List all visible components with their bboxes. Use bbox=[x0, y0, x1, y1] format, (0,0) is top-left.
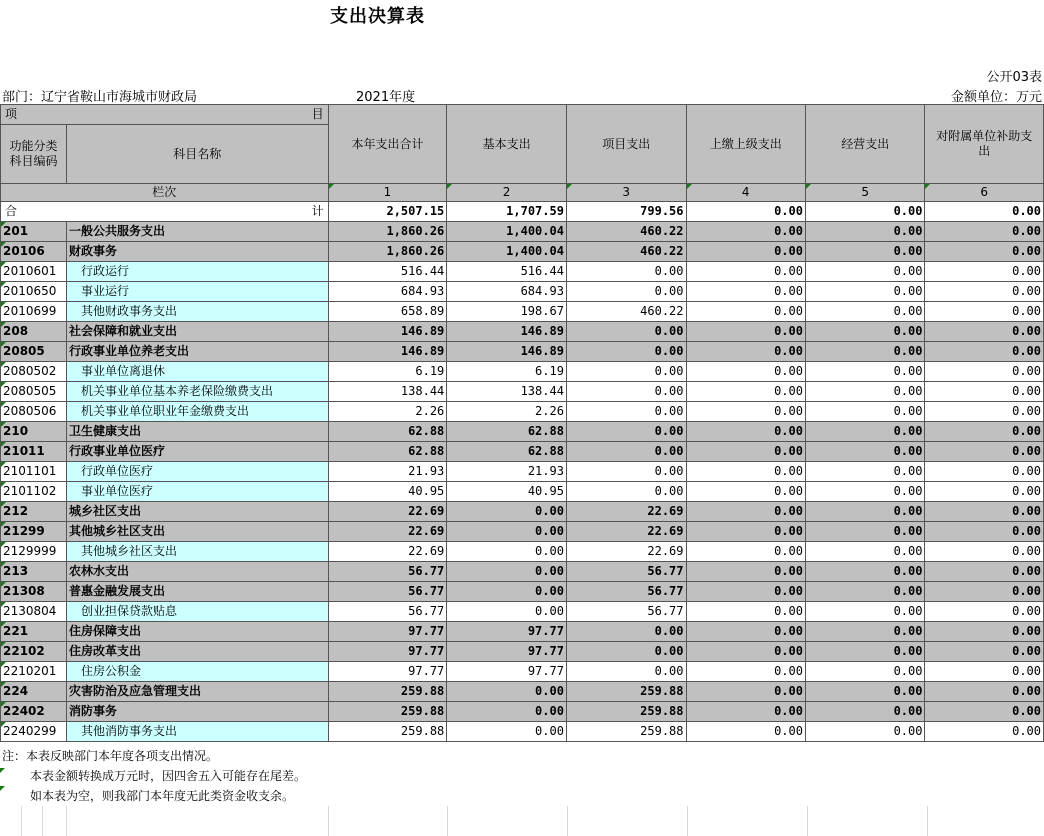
subject-code-cell: 210 bbox=[1, 422, 67, 442]
amount-cell: 0.00 bbox=[805, 542, 924, 562]
amount-cell: 0.00 bbox=[686, 402, 805, 422]
amount-cell: 259.88 bbox=[566, 702, 686, 722]
subject-name-cell: 创业担保贷款贴息 bbox=[66, 602, 328, 622]
amount-cell: 0.00 bbox=[805, 602, 924, 622]
amount-cell: 56.77 bbox=[328, 602, 447, 622]
table-row bbox=[1, 482, 1044, 502]
amount-cell: 0.00 bbox=[686, 702, 805, 722]
table-row bbox=[1, 242, 1044, 262]
amount-cell: 0.00 bbox=[686, 342, 805, 362]
subject-code-cell: 21011 bbox=[1, 442, 67, 462]
row-no-label: 栏次 bbox=[1, 184, 329, 202]
subject-code-cell: 20106 bbox=[1, 242, 67, 262]
amount-cell: 0.00 bbox=[447, 602, 567, 622]
subject-code-cell: 208 bbox=[1, 322, 67, 342]
table-row bbox=[1, 462, 1044, 482]
amount-cell: 460.22 bbox=[566, 302, 686, 322]
col-no-cell: 5 bbox=[805, 184, 924, 202]
amount-cell: 0.00 bbox=[686, 242, 805, 262]
amount-cell: 0.00 bbox=[566, 262, 686, 282]
amount-cell: 0.00 bbox=[686, 602, 805, 622]
amount-cell: 0.00 bbox=[805, 322, 924, 342]
table-row bbox=[1, 702, 1044, 722]
amount-cell: 0.00 bbox=[805, 362, 924, 382]
amount-cell: 21.93 bbox=[447, 462, 567, 482]
code-header: 功能分类科目编码 bbox=[1, 125, 67, 184]
amount-cell: 97.77 bbox=[447, 662, 567, 682]
note-line: 本表金额转换成万元时，因四舍五入可能存在尾差。 bbox=[30, 769, 307, 783]
table-row bbox=[1, 682, 1044, 702]
subject-code-cell: 213 bbox=[1, 562, 67, 582]
amount-cell: 0.00 bbox=[805, 402, 924, 422]
amount-cell: 62.88 bbox=[328, 442, 447, 462]
subject-code-cell: 2010601 bbox=[1, 262, 67, 282]
amount-cell: 138.44 bbox=[328, 382, 447, 402]
amount-cell: 0.00 bbox=[686, 222, 805, 242]
amount-cell: 40.95 bbox=[328, 482, 447, 502]
expenditure-table bbox=[0, 104, 1044, 742]
col-no-cell: 1 bbox=[328, 184, 447, 202]
amount-cell: 0.00 bbox=[686, 482, 805, 502]
amount-cell: 22.69 bbox=[566, 502, 686, 522]
table-row bbox=[1, 262, 1044, 282]
amount-cell: 62.88 bbox=[328, 422, 447, 442]
table-row bbox=[1, 502, 1044, 522]
amount-cell: 0.00 bbox=[686, 362, 805, 382]
fiscal-year: 2021年度 bbox=[356, 90, 416, 105]
amount-cell: 97.77 bbox=[328, 622, 447, 642]
table-row bbox=[1, 442, 1044, 462]
col-no-cell: 4 bbox=[686, 184, 805, 202]
table-row bbox=[1, 542, 1044, 562]
table-row bbox=[1, 302, 1044, 322]
amount-cell: 56.77 bbox=[328, 562, 447, 582]
subject-name-cell: 机关事业单位基本养老保险缴费支出 bbox=[66, 382, 328, 402]
amount-cell: 259.88 bbox=[566, 682, 686, 702]
subject-name-cell: 行政运行 bbox=[66, 262, 328, 282]
total-value-cell: 0.00 bbox=[925, 202, 1044, 222]
subject-name-cell: 住房公积金 bbox=[66, 662, 328, 682]
table-row bbox=[1, 722, 1044, 742]
subject-name-cell: 住房改革支出 bbox=[66, 642, 328, 662]
amount-cell: 2.26 bbox=[447, 402, 567, 422]
amount-cell: 0.00 bbox=[805, 562, 924, 582]
subject-name-cell: 其他消防事务支出 bbox=[66, 722, 328, 742]
amount-cell: 0.00 bbox=[925, 282, 1044, 302]
amount-cell: 0.00 bbox=[566, 382, 686, 402]
col-no-cell: 6 bbox=[925, 184, 1044, 202]
amount-cell: 22.69 bbox=[328, 522, 447, 542]
amount-cell: 0.00 bbox=[686, 682, 805, 702]
subject-code-cell: 2101101 bbox=[1, 462, 67, 482]
amount-cell: 22.69 bbox=[328, 542, 447, 562]
table-row bbox=[1, 382, 1044, 402]
amount-cell: 62.88 bbox=[447, 422, 567, 442]
amount-cell: 0.00 bbox=[925, 362, 1044, 382]
amount-cell: 0.00 bbox=[925, 482, 1044, 502]
amount-cell: 0.00 bbox=[566, 482, 686, 502]
table-row bbox=[1, 322, 1044, 342]
amount-cell: 198.67 bbox=[447, 302, 567, 322]
amount-cell: 0.00 bbox=[805, 502, 924, 522]
amount-cell: 0.00 bbox=[925, 302, 1044, 322]
item-header-left: 项 bbox=[5, 107, 18, 121]
amount-cell: 0.00 bbox=[805, 242, 924, 262]
subject-code-cell: 2240299 bbox=[1, 722, 67, 742]
amount-cell: 0.00 bbox=[925, 722, 1044, 742]
col-header-total: 本年支出合计 bbox=[328, 105, 447, 184]
amount-cell: 56.77 bbox=[328, 582, 447, 602]
table-row bbox=[1, 582, 1044, 602]
total-value-cell: 0.00 bbox=[805, 202, 924, 222]
table-row bbox=[1, 562, 1044, 582]
amount-cell: 21.93 bbox=[328, 462, 447, 482]
amount-cell: 0.00 bbox=[447, 702, 567, 722]
amount-cell: 0.00 bbox=[686, 582, 805, 602]
amount-cell: 0.00 bbox=[805, 302, 924, 322]
subject-code-cell: 2080505 bbox=[1, 382, 67, 402]
total-value-cell: 2,507.15 bbox=[328, 202, 447, 222]
amount-cell: 22.69 bbox=[566, 542, 686, 562]
note-line: 注：本表反映部门本年度各项支出情况。 bbox=[2, 749, 219, 763]
amount-cell: 62.88 bbox=[447, 442, 567, 462]
amount-cell: 0.00 bbox=[805, 422, 924, 442]
amount-cell: 0.00 bbox=[805, 662, 924, 682]
table-row bbox=[1, 622, 1044, 642]
amount-cell: 1,860.26 bbox=[328, 242, 447, 262]
amount-cell: 0.00 bbox=[566, 622, 686, 642]
subject-code-cell: 2010650 bbox=[1, 282, 67, 302]
amount-cell: 0.00 bbox=[566, 362, 686, 382]
subject-name-cell: 住房保障支出 bbox=[66, 622, 328, 642]
subject-name-cell: 行政事业单位医疗 bbox=[66, 442, 328, 462]
amount-cell: 0.00 bbox=[566, 282, 686, 302]
table-row bbox=[1, 282, 1044, 302]
amount-cell: 0.00 bbox=[447, 542, 567, 562]
col-no-cell: 3 bbox=[566, 184, 686, 202]
subject-name-cell: 消防事务 bbox=[66, 702, 328, 722]
col-no-cell: 2 bbox=[447, 184, 567, 202]
subject-code-cell: 2080502 bbox=[1, 362, 67, 382]
amount-cell: 460.22 bbox=[566, 222, 686, 242]
amount-cell: 0.00 bbox=[805, 582, 924, 602]
amount-cell: 259.88 bbox=[566, 722, 686, 742]
total-label bbox=[1, 202, 329, 222]
amount-cell: 0.00 bbox=[686, 382, 805, 402]
subject-code-cell: 21308 bbox=[1, 582, 67, 602]
amount-cell: 22.69 bbox=[328, 502, 447, 522]
amount-cell: 0.00 bbox=[447, 522, 567, 542]
amount-cell: 0.00 bbox=[925, 562, 1044, 582]
table-row bbox=[1, 342, 1044, 362]
table-row bbox=[1, 662, 1044, 682]
col-header-subsidy: 对附属单位补助支出 bbox=[925, 105, 1044, 184]
amount-cell: 0.00 bbox=[925, 542, 1044, 562]
subject-code-cell: 212 bbox=[1, 502, 67, 522]
subject-code-cell: 2010699 bbox=[1, 302, 67, 322]
amount-cell: 0.00 bbox=[686, 522, 805, 542]
note-marker bbox=[0, 786, 5, 791]
amount-cell: 0.00 bbox=[686, 662, 805, 682]
amount-cell: 658.89 bbox=[328, 302, 447, 322]
amount-cell: 0.00 bbox=[925, 502, 1044, 522]
amount-cell: 516.44 bbox=[328, 262, 447, 282]
col-header-upper: 上缴上级支出 bbox=[686, 105, 805, 184]
amount-cell: 0.00 bbox=[805, 342, 924, 362]
subject-name-cell: 其他城乡社区支出 bbox=[66, 542, 328, 562]
amount-cell: 0.00 bbox=[805, 222, 924, 242]
subject-name-cell: 事业单位离退休 bbox=[66, 362, 328, 382]
amount-cell: 0.00 bbox=[805, 622, 924, 642]
table-row bbox=[1, 402, 1044, 422]
amount-cell: 0.00 bbox=[686, 642, 805, 662]
subject-name-cell: 农林水支出 bbox=[66, 562, 328, 582]
amount-cell: 2.26 bbox=[328, 402, 447, 422]
amount-cell: 97.77 bbox=[447, 642, 567, 662]
amount-cell: 0.00 bbox=[925, 342, 1044, 362]
amount-cell: 0.00 bbox=[566, 662, 686, 682]
amount-cell: 0.00 bbox=[925, 462, 1044, 482]
form-number: 公开03表 bbox=[986, 70, 1042, 85]
amount-cell: 0.00 bbox=[686, 302, 805, 322]
subject-name-cell: 一般公共服务支出 bbox=[66, 222, 328, 242]
amount-cell: 0.00 bbox=[447, 682, 567, 702]
subject-name-cell: 财政事务 bbox=[66, 242, 328, 262]
item-header bbox=[1, 105, 329, 125]
total-label-right: 计 bbox=[311, 204, 324, 218]
amount-cell: 0.00 bbox=[805, 282, 924, 302]
amount-cell: 0.00 bbox=[925, 322, 1044, 342]
amount-cell: 460.22 bbox=[566, 242, 686, 262]
subject-code-cell: 2129999 bbox=[1, 542, 67, 562]
amount-cell: 0.00 bbox=[925, 242, 1044, 262]
amount-cell: 0.00 bbox=[686, 462, 805, 482]
table-row bbox=[1, 362, 1044, 382]
amount-cell: 0.00 bbox=[686, 622, 805, 642]
subject-code-cell: 224 bbox=[1, 682, 67, 702]
table-row bbox=[1, 602, 1044, 622]
subject-code-cell: 20805 bbox=[1, 342, 67, 362]
amount-cell: 97.77 bbox=[328, 662, 447, 682]
amount-cell: 40.95 bbox=[447, 482, 567, 502]
amount-cell: 0.00 bbox=[805, 722, 924, 742]
amount-cell: 0.00 bbox=[925, 702, 1044, 722]
amount-cell: 0.00 bbox=[566, 402, 686, 422]
amount-cell: 0.00 bbox=[805, 522, 924, 542]
amount-cell: 0.00 bbox=[686, 322, 805, 342]
col-header-business: 经营支出 bbox=[805, 105, 924, 184]
total-value-cell: 799.56 bbox=[566, 202, 686, 222]
sheet-gridlines bbox=[0, 806, 1044, 836]
amount-cell: 22.69 bbox=[566, 522, 686, 542]
subject-code-cell: 221 bbox=[1, 622, 67, 642]
subject-name-cell: 行政单位医疗 bbox=[66, 462, 328, 482]
amount-cell: 0.00 bbox=[805, 642, 924, 662]
amount-cell: 0.00 bbox=[925, 222, 1044, 242]
amount-cell: 0.00 bbox=[686, 442, 805, 462]
table-row bbox=[1, 522, 1044, 542]
amount-cell: 0.00 bbox=[925, 262, 1044, 282]
amount-cell: 138.44 bbox=[447, 382, 567, 402]
subject-name-cell: 社会保障和就业支出 bbox=[66, 322, 328, 342]
amount-cell: 0.00 bbox=[925, 522, 1044, 542]
amount-cell: 0.00 bbox=[805, 262, 924, 282]
subject-name-cell: 其他财政事务支出 bbox=[66, 302, 328, 322]
subject-name-cell: 事业单位医疗 bbox=[66, 482, 328, 502]
subject-name-cell: 城乡社区支出 bbox=[66, 502, 328, 522]
subject-name-cell: 事业运行 bbox=[66, 282, 328, 302]
amount-cell: 0.00 bbox=[566, 642, 686, 662]
amount-cell: 146.89 bbox=[328, 322, 447, 342]
amount-cell: 0.00 bbox=[566, 442, 686, 462]
amount-cell: 0.00 bbox=[447, 502, 567, 522]
subject-code-cell: 201 bbox=[1, 222, 67, 242]
amount-cell: 97.77 bbox=[447, 622, 567, 642]
subject-name-cell: 普惠金融发展支出 bbox=[66, 582, 328, 602]
amount-cell: 0.00 bbox=[925, 662, 1044, 682]
amount-cell: 259.88 bbox=[328, 722, 447, 742]
total-label-left: 合 bbox=[5, 204, 18, 218]
total-value-cell: 1,707.59 bbox=[447, 202, 567, 222]
amount-cell: 0.00 bbox=[686, 722, 805, 742]
amount-cell: 1,400.04 bbox=[447, 222, 567, 242]
amount-cell: 0.00 bbox=[925, 582, 1044, 602]
amount-cell: 146.89 bbox=[447, 342, 567, 362]
amount-cell: 684.93 bbox=[447, 282, 567, 302]
amount-cell: 0.00 bbox=[447, 582, 567, 602]
table-row bbox=[1, 642, 1044, 662]
subject-name-cell: 机关事业单位职业年金缴费支出 bbox=[66, 402, 328, 422]
subject-code-cell: 2101102 bbox=[1, 482, 67, 502]
col-header-project: 项目支出 bbox=[566, 105, 686, 184]
amount-cell: 0.00 bbox=[805, 382, 924, 402]
table-row bbox=[1, 222, 1044, 242]
amount-cell: 0.00 bbox=[686, 422, 805, 442]
amount-cell: 0.00 bbox=[566, 322, 686, 342]
subject-code-cell: 22102 bbox=[1, 642, 67, 662]
amount-cell: 97.77 bbox=[328, 642, 447, 662]
report-title: 支出决算表 bbox=[330, 6, 425, 27]
subject-code-cell: 21299 bbox=[1, 522, 67, 542]
subject-code-cell: 22402 bbox=[1, 702, 67, 722]
amount-cell: 0.00 bbox=[686, 542, 805, 562]
subject-code-cell: 2130804 bbox=[1, 602, 67, 622]
subject-name-cell: 卫生健康支出 bbox=[66, 422, 328, 442]
amount-cell: 0.00 bbox=[566, 422, 686, 442]
amount-cell: 0.00 bbox=[686, 262, 805, 282]
subject-code-cell: 2210201 bbox=[1, 662, 67, 682]
amount-cell: 146.89 bbox=[447, 322, 567, 342]
amount-cell: 0.00 bbox=[805, 442, 924, 462]
amount-cell: 0.00 bbox=[447, 722, 567, 742]
amount-cell: 684.93 bbox=[328, 282, 447, 302]
subject-name-cell: 其他城乡社区支出 bbox=[66, 522, 328, 542]
note-marker bbox=[0, 768, 5, 773]
amount-cell: 259.88 bbox=[328, 682, 447, 702]
amount-cell: 0.00 bbox=[925, 402, 1044, 422]
amount-cell: 56.77 bbox=[566, 602, 686, 622]
amount-cell: 0.00 bbox=[686, 562, 805, 582]
amount-cell: 6.19 bbox=[447, 362, 567, 382]
amount-cell: 0.00 bbox=[805, 482, 924, 502]
amount-cell: 0.00 bbox=[686, 502, 805, 522]
amount-cell: 6.19 bbox=[328, 362, 447, 382]
amount-cell: 1,400.04 bbox=[447, 242, 567, 262]
amount-cell: 0.00 bbox=[925, 602, 1044, 622]
name-header: 科目名称 bbox=[66, 125, 328, 184]
amount-cell: 259.88 bbox=[328, 702, 447, 722]
amount-cell: 0.00 bbox=[805, 682, 924, 702]
amount-cell: 56.77 bbox=[566, 582, 686, 602]
amount-cell: 0.00 bbox=[566, 342, 686, 362]
subject-name-cell: 灾害防治及应急管理支出 bbox=[66, 682, 328, 702]
amount-cell: 0.00 bbox=[925, 422, 1044, 442]
note-line: 如本表为空，则我部门本年度无此类资金收支余。 bbox=[30, 789, 295, 803]
notes bbox=[2, 746, 306, 806]
amount-cell: 0.00 bbox=[925, 382, 1044, 402]
amount-cell: 0.00 bbox=[925, 442, 1044, 462]
item-header-right: 目 bbox=[311, 107, 324, 121]
department-label: 部门：辽宁省鞍山市海城市财政局 bbox=[2, 90, 198, 105]
subject-name-cell: 行政事业单位养老支出 bbox=[66, 342, 328, 362]
amount-cell: 146.89 bbox=[328, 342, 447, 362]
amount-unit: 金额单位：万元 bbox=[950, 90, 1042, 105]
table-row bbox=[1, 422, 1044, 442]
amount-cell: 0.00 bbox=[566, 462, 686, 482]
amount-cell: 0.00 bbox=[805, 462, 924, 482]
total-value-cell: 0.00 bbox=[686, 202, 805, 222]
amount-cell: 1,860.26 bbox=[328, 222, 447, 242]
amount-cell: 516.44 bbox=[447, 262, 567, 282]
amount-cell: 0.00 bbox=[925, 642, 1044, 662]
amount-cell: 0.00 bbox=[925, 622, 1044, 642]
amount-cell: 0.00 bbox=[447, 562, 567, 582]
amount-cell: 56.77 bbox=[566, 562, 686, 582]
amount-cell: 0.00 bbox=[686, 282, 805, 302]
amount-cell: 0.00 bbox=[925, 682, 1044, 702]
subject-code-cell: 2080506 bbox=[1, 402, 67, 422]
col-header-basic: 基本支出 bbox=[447, 105, 567, 184]
amount-cell: 0.00 bbox=[805, 702, 924, 722]
